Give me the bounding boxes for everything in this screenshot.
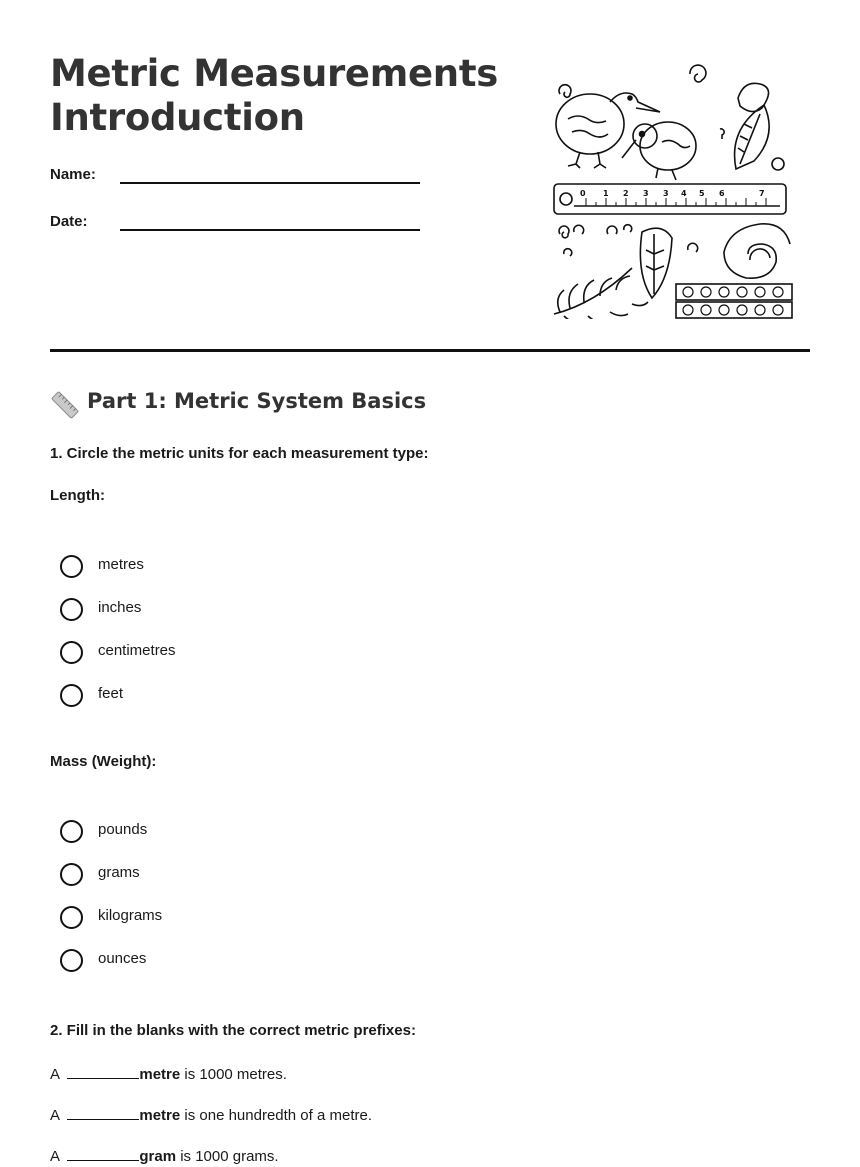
koru-swirl-icon [559,225,632,256]
option-label: grams [98,864,140,881]
option-circle[interactable] [60,906,83,929]
date-line[interactable] [120,229,420,231]
option-circle[interactable] [60,863,83,886]
kiwi-bird-icon [556,93,660,168]
option-feet[interactable] [50,684,450,708]
fill-blank-item [50,1105,372,1126]
blank-input[interactable] [67,1064,139,1079]
title-line-2: Introduction [50,96,305,139]
option-circle[interactable] [60,820,83,843]
option-label: metres [98,556,144,573]
fill-unit: metre [139,1066,181,1083]
ruler-number: 2 [623,189,629,198]
kiwi-ruler-illustration [550,64,795,319]
option-kilograms[interactable] [50,906,450,930]
option-metres[interactable] [50,555,450,579]
ruler-number: 1 [603,189,609,198]
option-label: kilograms [98,907,163,924]
name-label: Name: [50,166,96,183]
option-label: inches [98,599,142,616]
ruler-number: 3 [663,189,669,198]
fill-blank-item [50,1146,279,1167]
fill-post: is 1000 metres. [180,1066,287,1083]
fill-post: is 1000 grams. [176,1148,279,1165]
blank-input[interactable] [67,1105,139,1120]
feather-icon [640,228,672,298]
blank-input[interactable] [67,1146,139,1161]
option-circle[interactable] [60,684,83,707]
option-label: pounds [98,821,148,838]
fill-pre: A [50,1066,64,1083]
fill-post: is one hundredth of a metre. [180,1107,373,1124]
option-centimetres[interactable] [50,641,450,665]
fern-icon [554,268,648,319]
name-line[interactable] [120,182,420,184]
ruler-number: 6 [719,189,725,198]
ruler-number: 5 [699,189,705,198]
ruler-icon [554,184,786,214]
option-pounds[interactable] [50,820,450,844]
fill-unit: metre [139,1107,181,1124]
fill-pre: A [50,1148,64,1165]
fill-blank-item [50,1064,287,1085]
worksheet-page [50,0,810,1165]
fill-unit: gram [139,1148,177,1165]
pattern-band-icon [676,284,792,318]
leaf-icon [735,105,784,170]
ruler-number: 3 [643,189,649,198]
page-title [50,52,520,140]
mass-label: Mass (Weight): [50,753,157,770]
option-circle[interactable] [60,949,83,972]
question-2-prompt: 2. Fill in the blanks with the correct metric prefixes: [50,1022,416,1039]
fill-pre: A [50,1107,64,1124]
option-label: centimetres [98,642,176,659]
name-field[interactable] [50,166,470,196]
small-kiwi-icon [622,122,696,180]
koru-spiral-icon [688,224,790,278]
title-line-1: Metric Measurements [50,52,498,95]
date-label: Date: [50,213,88,230]
option-circle[interactable] [60,555,83,578]
ruler-number: 7 [759,189,765,198]
header-divider [50,349,810,352]
koru-swirl-icon [559,65,769,139]
option-ounces[interactable] [50,949,450,973]
option-circle[interactable] [60,598,83,621]
option-inches[interactable] [50,598,450,622]
worksheet-header [50,52,810,322]
option-label: feet [98,685,124,702]
option-label: ounces [98,950,147,967]
option-circle[interactable] [60,641,83,664]
date-field[interactable] [50,213,470,243]
ruler-number: 0 [580,189,586,198]
option-grams[interactable] [50,863,450,887]
part-1-heading [50,388,750,420]
question-1-prompt: 1. Circle the metric units for each measurement type: [50,445,429,462]
ruler-icon [50,390,80,420]
part-1-title: Part 1: Metric System Basics [87,389,427,413]
ruler-number: 4 [681,189,687,198]
length-label: Length: [50,487,105,504]
